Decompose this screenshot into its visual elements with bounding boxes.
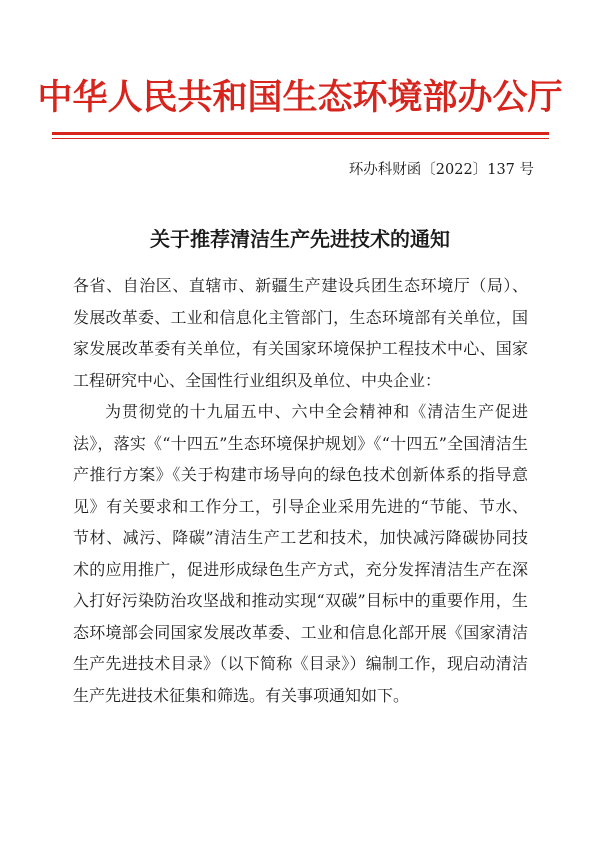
document-number: 环办科财函〔2022〕137 号: [348, 162, 534, 178]
notice-title: 关于推荐清洁生产先进技术的通知: [150, 227, 450, 251]
body-paragraph-1: 为贯彻党的十九届五中、六中全会精神和《清洁生产促进法》，落实《“十四五”生态环境保护规划》《“十四五”全国清洁生产推行方案》《关于构建市场导向的绿色技术创新体系的指导意见》有关要求和工作分工，引导企业采用先进的“节能、节水、节材、减污、降碳”清洁生产工艺和技术，加快减污降碳协同技术的应用推广，促进形成绿色生产方式，充分发挥清洁生产在深入打好污染防治攻坚战和推动实现“双碳”目标中的重要作用，生态环境部会同国家发展改革委、工业和信息化部开展《国家清洁生产先进技术目录》（以下简称《目录》）编制工作，现启动清洁生产先进技术征集和筛选。有关事项通知如下。: [73, 402, 528, 705]
addressees-paragraph: 各省、自治区、直辖市、新疆生产建设兵团生态环境厅（局）、发展改革委、工业和信息化主管部门，生态环境部有关单位，国家发展改革委有关单位，有关国家环境保护工程技术中心、国家工程研究中心、全国性行业组织及单位、中央企业：: [73, 276, 528, 390]
notice-body: [73, 270, 528, 711]
masthead-red-rule-thin: [52, 138, 549, 139]
issuer-masthead: 中华人民共和国生态环境部办公厅: [37, 78, 563, 118]
masthead-red-rule-thick: [52, 132, 549, 135]
